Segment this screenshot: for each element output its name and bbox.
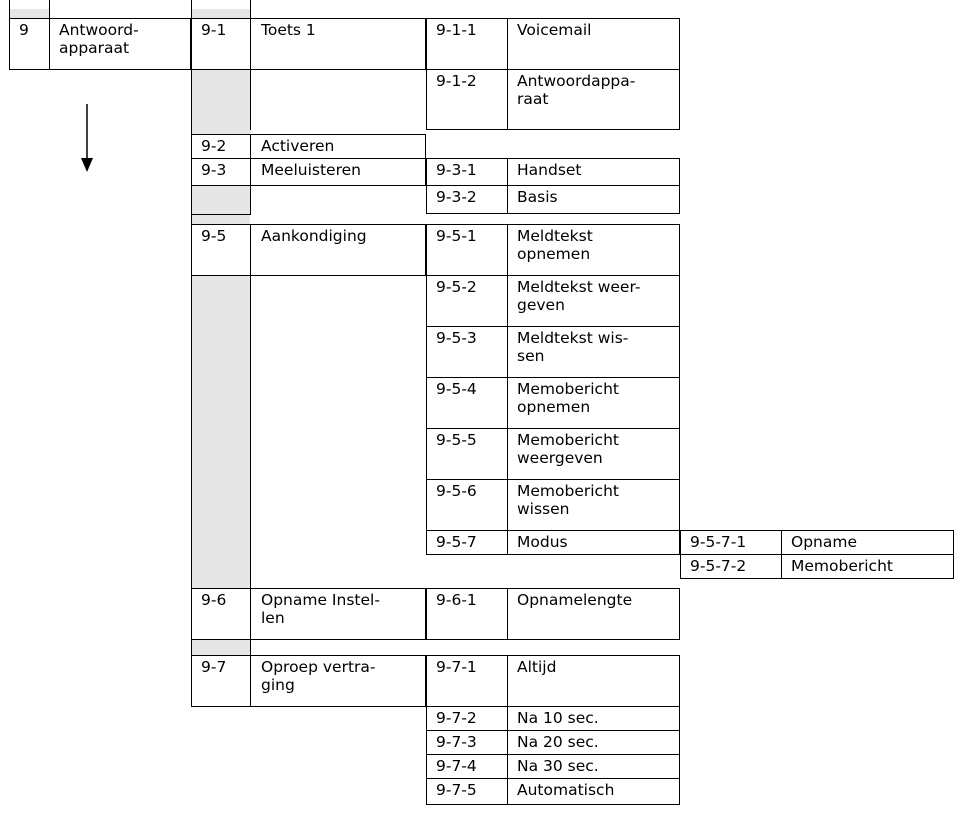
menu-label-cell: Handset [507,158,680,186]
menu-code-cell: 9-5-7-2 [680,554,782,579]
menu-code-cell: 9-1-2 [426,69,508,130]
level2-spacer-line [250,70,251,130]
menu-code-cell: 9-7-5 [426,778,508,805]
level2-spacer-line [250,186,251,214]
level2-spacer-line [250,640,251,656]
menu-label-cell: Antwoordappa- raat [507,69,680,130]
menu-code-cell: 9-1 [191,18,251,70]
menu-label-cell: Opnamelengte [507,588,680,640]
level2-spacer-line [191,214,251,215]
level2-spacer-line [250,276,251,588]
menu-code-cell: 9-5-3 [426,326,508,378]
menu-code-cell: 9-2 [191,134,251,159]
menu-code-cell: 9-5 [191,224,251,276]
menu-code-cell: 9-6-1 [426,588,508,640]
menu-label-cell: Modus [507,530,680,555]
menu-label-cell: Antwoord- apparaat [49,18,191,70]
menu-code-cell: 9-7-3 [426,730,508,755]
menu-code-cell: 9-5-4 [426,377,508,429]
menu-code-cell: 9-5-5 [426,428,508,480]
top-stub-line [9,0,10,18]
menu-label-cell: Meldtekst opnemen [507,224,680,276]
menu-code-cell: 9-6 [191,588,251,640]
menu-label-cell: Voicemail [507,18,680,70]
menu-label-cell: Automatisch [507,778,680,805]
menu-label-cell: Activeren [250,134,426,159]
menu-code-cell: 9-5-2 [426,275,508,327]
menu-label-cell: Memobericht weergeven [507,428,680,480]
menu-label-cell: Toets 1 [250,18,426,70]
down-arrow-icon [79,104,95,172]
top-stub-shade-mid [191,9,250,18]
top-stub-line [191,0,192,18]
menu-label-cell: Opname Instel- len [250,588,426,640]
menu-code-cell: 9-7-1 [426,655,508,707]
top-stub-line [250,0,251,18]
menu-code-cell: 9-3-2 [426,185,508,214]
menu-label-cell: Basis [507,185,680,214]
menu-label-cell: Na 30 sec. [507,754,680,779]
menu-code-cell: 9-5-7 [426,530,508,555]
top-stub-shade-left [9,9,49,18]
menu-label-cell: Meldtekst wis- sen [507,326,680,378]
menu-label-cell: Opname [781,530,954,555]
menu-code-cell: 9-5-7-1 [680,530,782,555]
menu-label-cell: Oproep vertra- ging [250,655,426,707]
menu-code-cell: 9-5-1 [426,224,508,276]
menu-code-cell: 9-7-2 [426,706,508,731]
menu-code-cell: 9-1-1 [426,18,508,70]
menu-label-cell: Na 20 sec. [507,730,680,755]
menu-label-cell: Na 10 sec. [507,706,680,731]
menu-label-cell: Aankondiging [250,224,426,276]
menu-label-cell: Memobericht [781,554,954,579]
menu-code-cell: 9-7-4 [426,754,508,779]
menu-label-cell: Meeluisteren [250,158,426,186]
menu-code-cell: 9-3 [191,158,251,186]
menu-code-cell: 9-3-1 [426,158,508,186]
menu-label-cell: Meldtekst weer- geven [507,275,680,327]
menu-code-cell: 9-7 [191,655,251,707]
menu-code-cell: 9-5-6 [426,479,508,531]
menu-label-cell: Memobericht opnemen [507,377,680,429]
menu-label-cell: Altijd [507,655,680,707]
menu-label-cell: Memobericht wissen [507,479,680,531]
top-stub-line [49,0,50,18]
menu-code-cell: 9 [9,18,50,70]
